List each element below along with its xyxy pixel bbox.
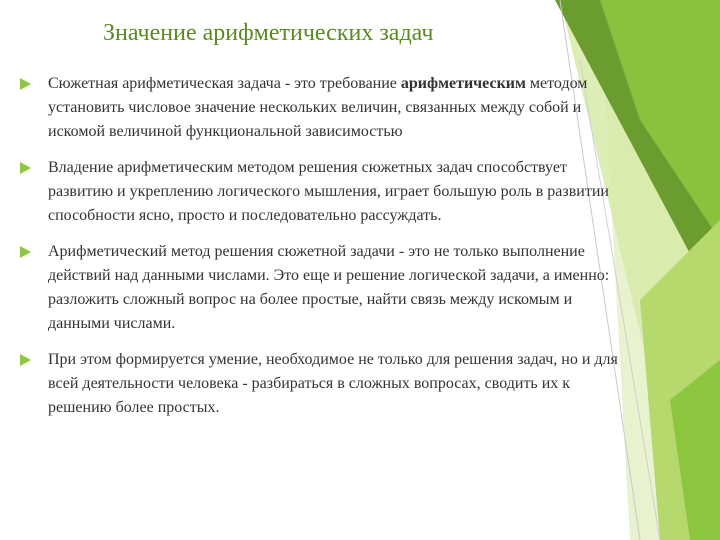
bullet-text: При этом формируется умение, необходимое не только для решения задач, но и для всей деятельности человека - разбираться в сложных вопросах, сводить их к решению более простых. xyxy=(48,351,618,416)
bullet-text-rest: методом установить числовое значение нескольких величин, связанных между собой и искомой величиной функциональной зависимостью xyxy=(48,75,588,140)
triangle-bullet-icon xyxy=(20,354,31,366)
triangle-bullet-icon xyxy=(20,162,31,174)
bullet-text xyxy=(48,72,620,144)
bullet-text: Владение арифметическим методом решения сюжетных задач способствует развитию и укреплению логического мышления, играет большую роль в развитии способности ясно, просто и последовательно рассуждать. xyxy=(48,159,609,224)
bullet-list xyxy=(20,72,620,432)
triangle-bullet-icon xyxy=(20,246,31,258)
slide-title: Значение арифметических задач xyxy=(103,20,434,46)
bullet-text: Арифметический метод решения сюжетной задачи - это не только выполнение действий над данными числами. Это еще и решение логической задачи, а именно: разложить сложный вопрос на более простые, найти связь между искомым и данными числами. xyxy=(48,243,610,332)
bullet-item xyxy=(20,348,620,420)
bullet-item xyxy=(20,72,620,144)
bullet-item xyxy=(20,240,620,336)
bullet-item xyxy=(20,156,620,228)
triangle-bullet-icon xyxy=(20,78,31,90)
bullet-text-lead: Сюжетная арифметическая задача - это требование xyxy=(48,75,401,92)
bullet-text-bold: арифметическим xyxy=(400,75,526,92)
